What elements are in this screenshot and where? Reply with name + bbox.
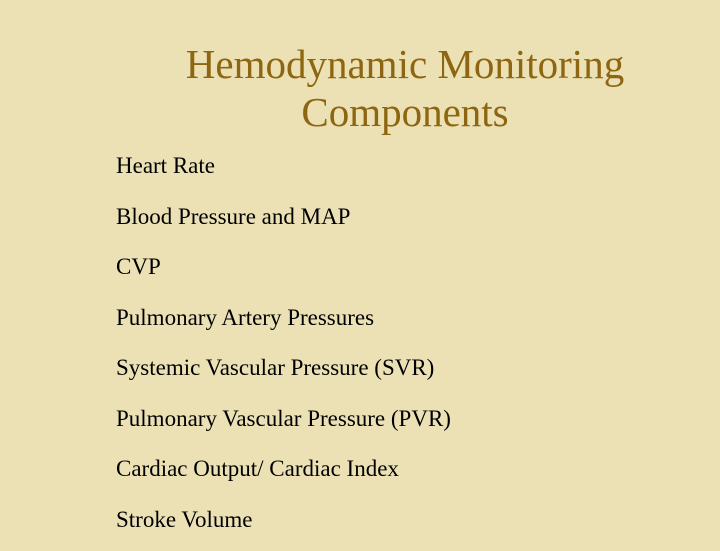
list-item-stroke-volume: Stroke Volume xyxy=(116,501,451,551)
list-item-cardiac-output-index: Cardiac Output/ Cardiac Index xyxy=(116,450,451,501)
list-item-pulmonary-artery-pressures: Pulmonary Artery Pressures xyxy=(116,299,451,350)
components-list xyxy=(116,147,451,551)
slide-title-line-2: Components xyxy=(120,88,690,136)
list-item-pvr: Pulmonary Vascular Pressure (PVR) xyxy=(116,400,451,451)
list-item-svr: Systemic Vascular Pressure (SVR) xyxy=(116,349,451,400)
list-item-blood-pressure-map: Blood Pressure and MAP xyxy=(116,198,451,249)
slide-title-line-1: Hemodynamic Monitoring xyxy=(120,40,690,88)
list-item-heart-rate: Heart Rate xyxy=(116,147,451,198)
slide-title xyxy=(120,40,690,136)
list-item-cvp: CVP xyxy=(116,248,451,299)
